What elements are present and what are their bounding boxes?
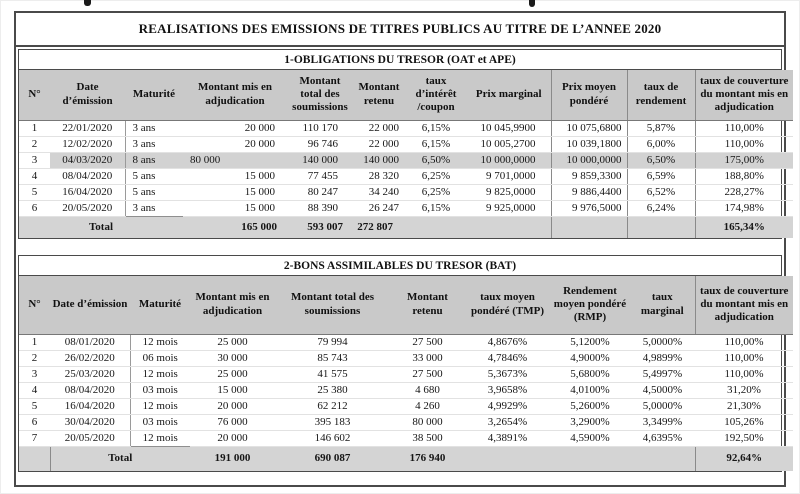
table-cell: 5 (19, 184, 50, 200)
table-cell: 28 320 (353, 168, 405, 184)
total-cell: Total (19, 216, 183, 238)
table-cell: 5,87% (627, 120, 695, 136)
table-cell: 4,5000% (630, 382, 695, 398)
table-cell: 38 500 (390, 430, 465, 446)
table-cell: 15 000 (183, 168, 287, 184)
table-cell: 4,8676% (465, 334, 550, 350)
table-cell: 9 825,0000 (467, 184, 551, 200)
table-cell: 30 000 (190, 350, 275, 366)
table-cell: 4,9899% (630, 350, 695, 366)
table-cell: 20/05/2020 (50, 430, 130, 446)
table-cell: 25 000 (190, 334, 275, 350)
table-cell: 5 ans (125, 184, 183, 200)
table-cell: 5,6800% (550, 366, 630, 382)
total-cell (551, 216, 627, 238)
table-cell: 5,3673% (465, 366, 550, 382)
total-cell (467, 216, 551, 238)
table-cell: 110,00% (695, 136, 793, 152)
table-cell: 9 886,4400 (551, 184, 627, 200)
total-cell (405, 216, 467, 238)
table-cell: 5 ans (125, 168, 183, 184)
column-header: taux moyen pondéré (TMP) (465, 276, 550, 334)
table-cell: 80 000 (183, 152, 287, 168)
total-row (19, 216, 793, 238)
table-row (19, 184, 793, 200)
table-row (19, 168, 793, 184)
table-cell: 4,0100% (550, 382, 630, 398)
total-cell: 92,64% (695, 446, 793, 471)
table-cell: 395 183 (275, 414, 390, 430)
table-cell: 34 240 (353, 184, 405, 200)
table-cell: 3 ans (125, 120, 183, 136)
table-cell: 08/04/2020 (50, 382, 130, 398)
table-cell: 30/04/2020 (50, 414, 130, 430)
table-cell: 110,00% (695, 120, 793, 136)
table-cell: 12 mois (130, 430, 190, 446)
table-cell: 228,27% (695, 184, 793, 200)
column-header: Date d’émission (50, 276, 130, 334)
table-cell: 10 000,0000 (467, 152, 551, 168)
table-cell: 10 000,0000 (551, 152, 627, 168)
table-cell: 15 000 (190, 382, 275, 398)
table-cell: 174,98% (695, 200, 793, 216)
table-cell: 6,52% (627, 184, 695, 200)
oat-table (19, 70, 793, 238)
table-cell: 6,00% (627, 136, 695, 152)
table-cell: 2 (19, 350, 50, 366)
table-row (19, 136, 793, 152)
table-row (19, 350, 793, 366)
table-cell: 4 (19, 168, 50, 184)
total-cell: 165,34% (695, 216, 793, 238)
column-header: Montant total des soumissions (287, 70, 353, 120)
page-title: REALISATIONS DES EMISSIONS DE TITRES PUBLICS AU TITRE DE L’ANNEE 2020 (16, 13, 784, 47)
table-cell: 33 000 (390, 350, 465, 366)
table-cell: 27 500 (390, 366, 465, 382)
table-cell: 25 000 (190, 366, 275, 382)
table-cell: 6,59% (627, 168, 695, 184)
table-row (19, 200, 793, 216)
table-cell: 192,50% (695, 430, 793, 446)
oat-section (18, 49, 789, 239)
column-header: taux de couverture du montant mis en adjudication (695, 70, 793, 120)
table-cell: 20 000 (190, 430, 275, 446)
table-cell: 4 260 (390, 398, 465, 414)
table-cell: 12 mois (130, 334, 190, 350)
table-row (19, 382, 793, 398)
table-cell: 12 mois (130, 366, 190, 382)
table-cell: 4,6395% (630, 430, 695, 446)
table-cell: 22 000 (353, 136, 405, 152)
table-cell: 16/04/2020 (50, 184, 125, 200)
table-cell: 6,15% (405, 136, 467, 152)
table-row (19, 430, 793, 446)
total-row (19, 446, 793, 471)
table-cell: 3,9658% (465, 382, 550, 398)
total-cell (19, 446, 50, 471)
table-cell: 22 000 (353, 120, 405, 136)
column-header: Maturité (130, 276, 190, 334)
column-header: Rendement moyen pondéré (RMP) (550, 276, 630, 334)
bat-section-title: 2-BONS ASSIMILABLES DU TRESOR (BAT) (19, 256, 781, 276)
table-cell: 10 039,1800 (551, 136, 627, 152)
table-cell: 20 000 (183, 136, 287, 152)
total-cell: 690 087 (275, 446, 390, 471)
table-cell: 3 (19, 152, 50, 168)
section-spacer (16, 239, 784, 253)
table-cell: 4,3891% (465, 430, 550, 446)
table-cell: 8 ans (125, 152, 183, 168)
table-cell: 04/03/2020 (50, 152, 125, 168)
table-cell: 110,00% (695, 366, 793, 382)
report-frame (14, 11, 789, 487)
column-header: Montant mis en adjudication (190, 276, 275, 334)
table-cell: 4,7846% (465, 350, 550, 366)
total-cell (465, 446, 550, 471)
table-cell: 4 (19, 382, 50, 398)
table-cell: 22/01/2020 (50, 120, 125, 136)
table-cell: 110 170 (287, 120, 353, 136)
table-cell: 03 mois (130, 414, 190, 430)
total-cell (630, 446, 695, 471)
column-header: Maturité (125, 70, 183, 120)
table-cell: 62 212 (275, 398, 390, 414)
column-header: N° (19, 276, 50, 334)
table-cell: 140 000 (353, 152, 405, 168)
column-header: Date d’émission (50, 70, 125, 120)
table-cell: 80 247 (287, 184, 353, 200)
oat-section-title: 1-OBLIGATIONS DU TRESOR (OAT et APE) (19, 50, 781, 70)
table-cell: 5,0000% (630, 398, 695, 414)
table-cell: 146 602 (275, 430, 390, 446)
table-cell: 3 (19, 366, 50, 382)
table-cell: 9 859,3300 (551, 168, 627, 184)
table-cell: 96 746 (287, 136, 353, 152)
table-cell: 4,5900% (550, 430, 630, 446)
table-row (19, 398, 793, 414)
table-cell: 31,20% (695, 382, 793, 398)
bat-table (19, 276, 793, 471)
table-cell: 1 (19, 120, 50, 136)
table-cell: 5 (19, 398, 50, 414)
table-cell: 06 mois (130, 350, 190, 366)
table-row (19, 414, 793, 430)
table-cell: 25/03/2020 (50, 366, 130, 382)
table-cell: 3,2654% (465, 414, 550, 430)
total-cell (627, 216, 695, 238)
total-cell: 272 807 (353, 216, 405, 238)
table-cell: 3,3499% (630, 414, 695, 430)
column-header: Montant retenu (390, 276, 465, 334)
table-cell: 03 mois (130, 382, 190, 398)
total-cell (550, 446, 630, 471)
table-cell: 26 247 (353, 200, 405, 216)
total-cell: 176 940 (390, 446, 465, 471)
table-cell: 15 000 (183, 200, 287, 216)
column-header: taux de rendement (627, 70, 695, 120)
table-row (19, 152, 793, 168)
table-cell: 76 000 (190, 414, 275, 430)
cropped-text-mark (529, 0, 535, 7)
table-cell: 6 (19, 200, 50, 216)
table-cell: 27 500 (390, 334, 465, 350)
column-header: Montant retenu (353, 70, 405, 120)
table-cell: 9 925,0000 (467, 200, 551, 216)
table-cell: 3 ans (125, 200, 183, 216)
table-cell: 08/01/2020 (50, 334, 130, 350)
table-cell: 6,15% (405, 200, 467, 216)
table-cell: 6,50% (627, 152, 695, 168)
table-cell: 140 000 (287, 152, 353, 168)
table-cell: 16/04/2020 (50, 398, 130, 414)
table-row (19, 120, 793, 136)
bat-section (18, 255, 789, 472)
table-cell: 5,4997% (630, 366, 695, 382)
table-cell: 88 390 (287, 200, 353, 216)
table-cell: 12 mois (130, 398, 190, 414)
table-cell: 41 575 (275, 366, 390, 382)
oat-header-row (19, 70, 793, 120)
table-cell: 4,9929% (465, 398, 550, 414)
table-cell: 26/02/2020 (50, 350, 130, 366)
table-cell: 5,2600% (550, 398, 630, 414)
table-cell: 21,30% (695, 398, 793, 414)
table-row (19, 334, 793, 350)
table-cell: 20 000 (190, 398, 275, 414)
column-header: Prix marginal (467, 70, 551, 120)
table-cell: 5,0000% (630, 334, 695, 350)
table-cell: 20/05/2020 (50, 200, 125, 216)
column-header: Prix moyen pondéré (551, 70, 627, 120)
table-cell: 7 (19, 430, 50, 446)
bat-header-row (19, 276, 793, 334)
table-cell: 175,00% (695, 152, 793, 168)
table-cell: 188,80% (695, 168, 793, 184)
table-row (19, 366, 793, 382)
table-cell: 110,00% (695, 334, 793, 350)
table-cell: 08/04/2020 (50, 168, 125, 184)
column-header: taux d’intérêt /coupon (405, 70, 467, 120)
table-cell: 6,24% (627, 200, 695, 216)
table-cell: 3,2900% (550, 414, 630, 430)
column-header: Montant total des soumissions (275, 276, 390, 334)
table-cell: 6,15% (405, 120, 467, 136)
table-cell: 25 380 (275, 382, 390, 398)
cropped-text-mark (84, 0, 91, 6)
column-header: Montant mis en adjudication (183, 70, 287, 120)
total-cell: Total (50, 446, 190, 471)
table-cell: 79 994 (275, 334, 390, 350)
total-cell: 165 000 (183, 216, 287, 238)
table-cell: 10 075,6800 (551, 120, 627, 136)
table-cell: 6 (19, 414, 50, 430)
table-cell: 4,9000% (550, 350, 630, 366)
table-cell: 5,1200% (550, 334, 630, 350)
column-header: taux marginal (630, 276, 695, 334)
table-cell: 77 455 (287, 168, 353, 184)
table-cell: 1 (19, 334, 50, 350)
table-cell: 110,00% (695, 350, 793, 366)
table-cell: 4 680 (390, 382, 465, 398)
total-cell: 593 007 (287, 216, 353, 238)
table-cell: 6,25% (405, 168, 467, 184)
table-cell: 9 701,0000 (467, 168, 551, 184)
table-cell: 80 000 (390, 414, 465, 430)
table-cell: 3 ans (125, 136, 183, 152)
table-cell: 2 (19, 136, 50, 152)
column-header: taux de couverture du montant mis en adjudication (695, 276, 793, 334)
table-cell: 20 000 (183, 120, 287, 136)
table-cell: 10 045,9900 (467, 120, 551, 136)
table-cell: 105,26% (695, 414, 793, 430)
table-cell: 6,50% (405, 152, 467, 168)
column-header: N° (19, 70, 50, 120)
table-cell: 6,25% (405, 184, 467, 200)
table-cell: 85 743 (275, 350, 390, 366)
total-cell: 191 000 (190, 446, 275, 471)
table-cell: 15 000 (183, 184, 287, 200)
table-cell: 12/02/2020 (50, 136, 125, 152)
table-cell: 10 005,2700 (467, 136, 551, 152)
table-cell: 9 976,5000 (551, 200, 627, 216)
